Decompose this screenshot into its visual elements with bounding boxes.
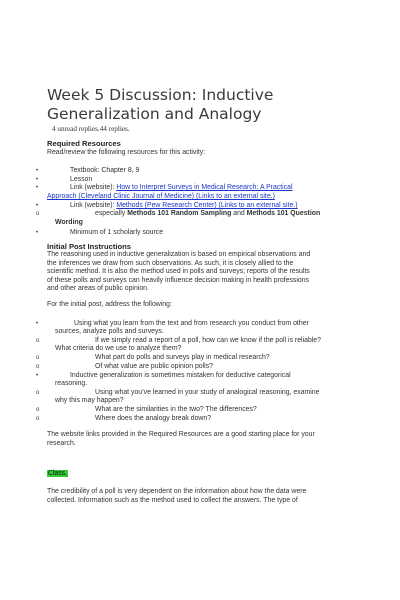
answer-label <box>47 470 68 479</box>
initial-paragraph-3 <box>47 431 372 448</box>
link2-prefix: Link (website): <box>70 202 117 209</box>
cleveland-clinic-link-cont[interactable]: Approach (Cleveland Clinic Journal of Medicine) (Links to an external site.) <box>47 193 275 200</box>
initial-paragraph-1 <box>47 251 372 294</box>
especially-prefix: especially <box>95 210 128 217</box>
question-1a-cont: What criteria do we use to analyze them? <box>55 345 182 352</box>
reply-count: 4 unread replies.44 replies. <box>52 125 130 133</box>
bullet-circle: o <box>36 416 40 422</box>
bullet-circle: o <box>36 364 40 370</box>
bullet-circle: o <box>36 390 40 396</box>
especially-and: and <box>231 210 247 217</box>
link1-prefix: Link (website): <box>70 184 117 191</box>
bullet-dot: • <box>36 230 39 236</box>
text-line: collected. Information such as the method used to collect the answers. The type of <box>47 496 298 504</box>
bullet-dot: • <box>36 203 39 209</box>
question-1b: What part do polls and surveys play in medical research? <box>95 354 270 361</box>
scholarly-item: Minimum of 1 scholarly source <box>70 229 164 236</box>
question-1a: If we simply read a report of a poll, how can we know if the poll is reliable? <box>95 337 321 344</box>
link1-item-cont <box>47 193 275 202</box>
question-1: Using what you learn from the text and from research you conduct from other <box>74 320 309 327</box>
lesson-item: Lesson <box>70 176 93 183</box>
bullet-dot: • <box>36 168 39 174</box>
question-1-cont: sources, analyze polls and surveys. <box>55 328 164 335</box>
especially-item-cont: Wording <box>55 219 83 226</box>
text-line: The credibility of a poll is very dependent on the information about how the data were <box>47 488 307 495</box>
especially-item <box>95 210 320 219</box>
bullet-circle: o <box>36 355 40 361</box>
question-wording-ref: Methods 101 Question <box>246 210 321 217</box>
page-title: Week 5 Discussion: Inductive Generalization and Analogy <box>47 86 274 123</box>
question-1c: Of what value are public opinion polls? <box>95 363 213 370</box>
initial-paragraph-2: For the initial post, address the following: <box>47 301 172 308</box>
highlighted-salutation: Class, <box>48 470 68 477</box>
answer-paragraph <box>47 488 372 505</box>
text-line: scientific method. It is also the method used in polls and surveys; reports of the results <box>47 268 310 276</box>
question-2b: What are the similarities in the two? The differences? <box>95 406 257 413</box>
link1-item <box>70 184 370 193</box>
question-2a-cont: why this may happen? <box>55 397 124 404</box>
initial-post-heading: Initial Post Instructions <box>47 242 131 251</box>
bullet-circle: o <box>36 211 40 217</box>
random-sampling-ref: Methods 101 Random Sampling <box>127 210 232 217</box>
question-2c: Where does the analogy break down? <box>95 415 212 422</box>
textbook-item: Textbook: Chapter 8, 9 <box>70 167 140 174</box>
bullet-dot: • <box>36 321 39 327</box>
bullet-dot: • <box>36 185 39 191</box>
question-2: Inductive generalization is sometimes mistaken for deductive categorical <box>70 372 291 379</box>
text-line: The website links provided in the Required Resources are a good starting place for your <box>47 431 315 438</box>
bullet-circle: o <box>36 407 40 413</box>
text-line: the inferences we draw from such observations. As such, it is closely allied to the <box>47 259 294 267</box>
required-intro: Read/review the following resources for this activity: <box>47 149 206 156</box>
bullet-circle: o <box>36 338 40 344</box>
bullet-dot: • <box>36 373 39 379</box>
cleveland-clinic-link[interactable]: How to Interpret Surveys in Medical Research: A Practical <box>116 184 293 191</box>
question-2a: Using what you’ve learned in your study of analogical reasoning, examine <box>95 389 320 396</box>
text-line: research. <box>47 439 76 447</box>
required-resources-heading: Required Resources <box>47 139 121 148</box>
text-line: and other areas of public opinion. <box>47 285 149 293</box>
text-line: of these polls and surveys can heavily influence decision making in health professions <box>47 276 309 284</box>
text-line: The reasoning used in inductive generalization is based on empirical observations and <box>47 251 311 258</box>
question-2-cont: reasoning. <box>55 380 88 387</box>
pew-research-link[interactable]: Methods (Pew Research Center) (Links to an external site.) <box>116 202 298 209</box>
bullet-dot: • <box>36 177 39 183</box>
